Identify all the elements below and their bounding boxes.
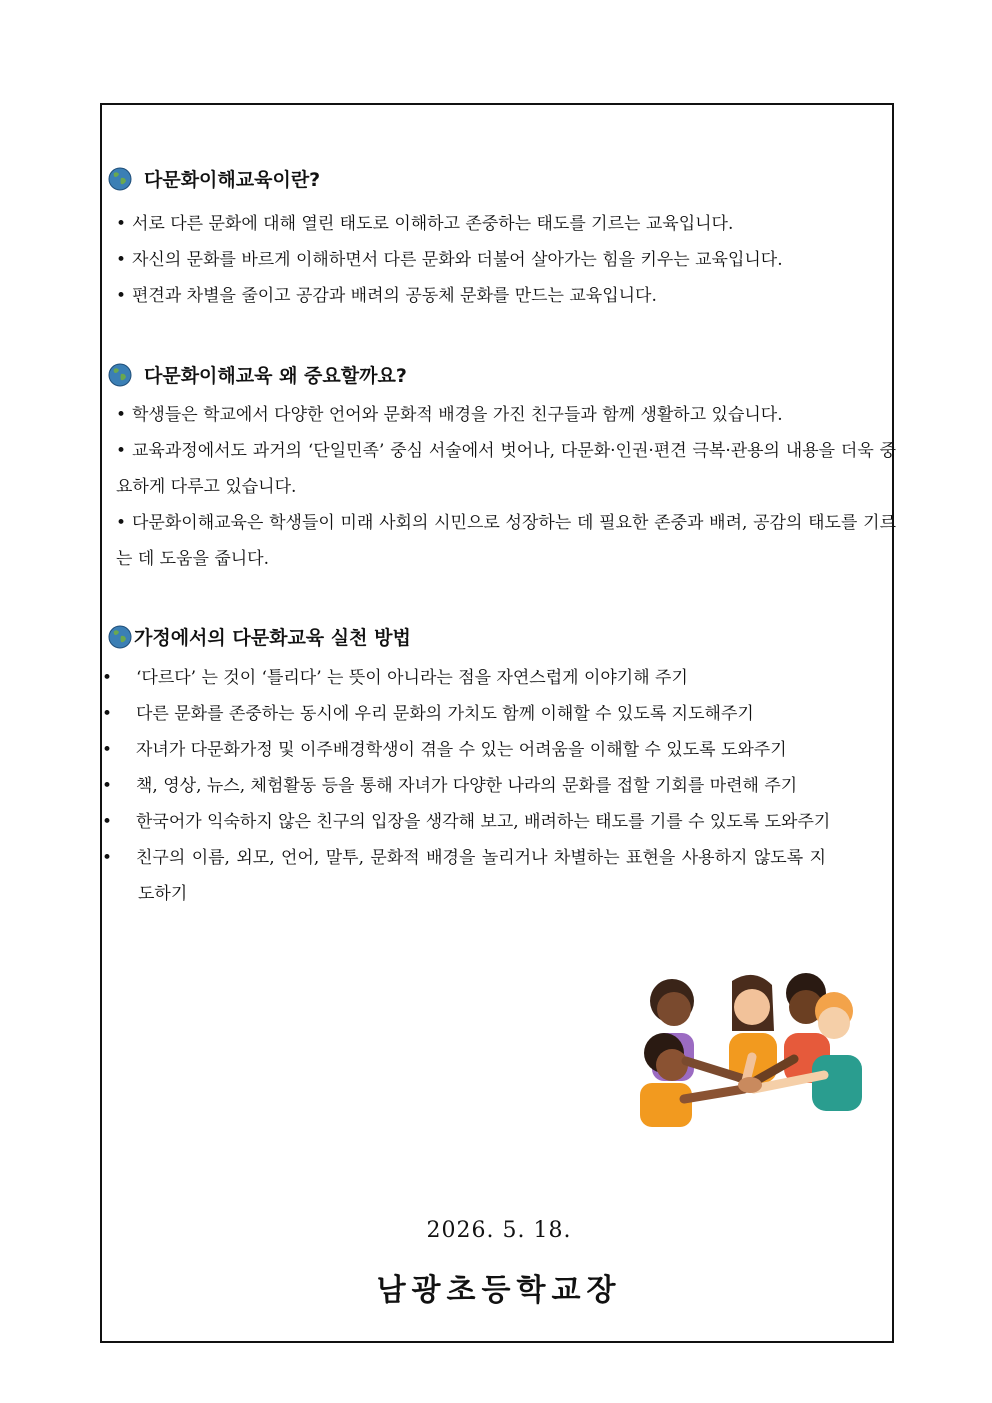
bullet-icon: • [116, 250, 127, 270]
bullet-icon: • [102, 740, 113, 760]
list-item: • 책, 영상, 뉴스, 체험활동 등을 통해 자녀가 다양한 나라의 문화를 접할 기회를 마련해 주기 [116, 768, 896, 804]
bullet-icon: • [102, 668, 113, 688]
section-title-why-important [108, 361, 407, 388]
bullet-icon: • [102, 812, 113, 832]
list-item: • 자녀가 다문화가정 및 이주배경학생이 겪을 수 있는 어려움을 이해할 수 있도록 도와주기 [116, 732, 896, 768]
section-title-text: 다문화이해교육이란? [144, 169, 321, 191]
section-title-home-practice [108, 623, 411, 650]
bullet-icon: • [102, 848, 113, 868]
section-title-what-is [108, 165, 320, 192]
globe-icon [108, 363, 132, 387]
section-3-list [102, 660, 896, 912]
bullet-icon: • [116, 513, 127, 533]
section-title-text: 가정에서의 다문화교육 실천 방법 [134, 627, 411, 649]
bullet-icon: • [102, 776, 113, 796]
document-frame [100, 103, 894, 1343]
list-item: • 편견과 차별을 줄이고 공감과 배려의 공동체 문화를 만드는 교육입니다. [116, 278, 896, 314]
section-2-list [116, 397, 896, 577]
bullet-icon: • [116, 214, 127, 234]
globe-icon [108, 625, 132, 649]
principal-signature: 남광초등학교장 [376, 1273, 622, 1308]
list-item: • 다문화이해교육은 학생들이 미래 사회의 시민으로 성장하는 데 필요한 존중과 배려, 공감의 태도를 기르는 데 도움을 줍니다. [116, 505, 896, 577]
bullet-icon: • [116, 405, 127, 425]
list-item: • 한국어가 익숙하지 않은 친구의 입장을 생각해 보고, 배려하는 태도를 기를 수 있도록 도와주기 [116, 804, 896, 840]
globe-icon [108, 167, 132, 191]
list-item: • 교육과정에서도 과거의 ‘단일민족’ 중심 서술에서 벗어나, 다문화·인권·편견 극복·관용의 내용을 더욱 중요하게 다루고 있습니다. [116, 433, 896, 505]
bullet-icon: • [102, 704, 113, 724]
bullet-icon: • [116, 441, 127, 461]
list-item: • 다른 문화를 존중하는 동시에 우리 문화의 가치도 함께 이해할 수 있도록 지도해주기 [116, 696, 896, 732]
list-item: • 학생들은 학교에서 다양한 언어와 문화적 배경을 가진 친구들과 함께 생활하고 있습니다. [116, 397, 896, 433]
bullet-icon: • [116, 286, 127, 306]
document-date: 2026. 5. 18. [426, 1218, 572, 1243]
list-item: • 친구의 이름, 외모, 언어, 말투, 문화적 배경을 놀리거나 차별하는 표현을 사용하지 않도록 지도하기 [116, 840, 896, 912]
section-1-list [116, 206, 896, 314]
list-item: • ‘다르다’ 는 것이 ‘틀리다’ 는 뜻이 아니라는 점을 자연스럽게 이야기해 주기 [116, 660, 896, 696]
list-item: • 서로 다른 문화에 대해 열린 태도로 이해하고 존중하는 태도를 기르는 교육입니다. [116, 206, 896, 242]
list-item: • 자신의 문화를 바르게 이해하면서 다른 문화와 더불어 살아가는 힘을 키우는 교육입니다. [116, 242, 896, 278]
children-hands-together-illustration [634, 971, 864, 1131]
section-title-text: 다문화이해교육 왜 중요할까요? [144, 365, 407, 387]
